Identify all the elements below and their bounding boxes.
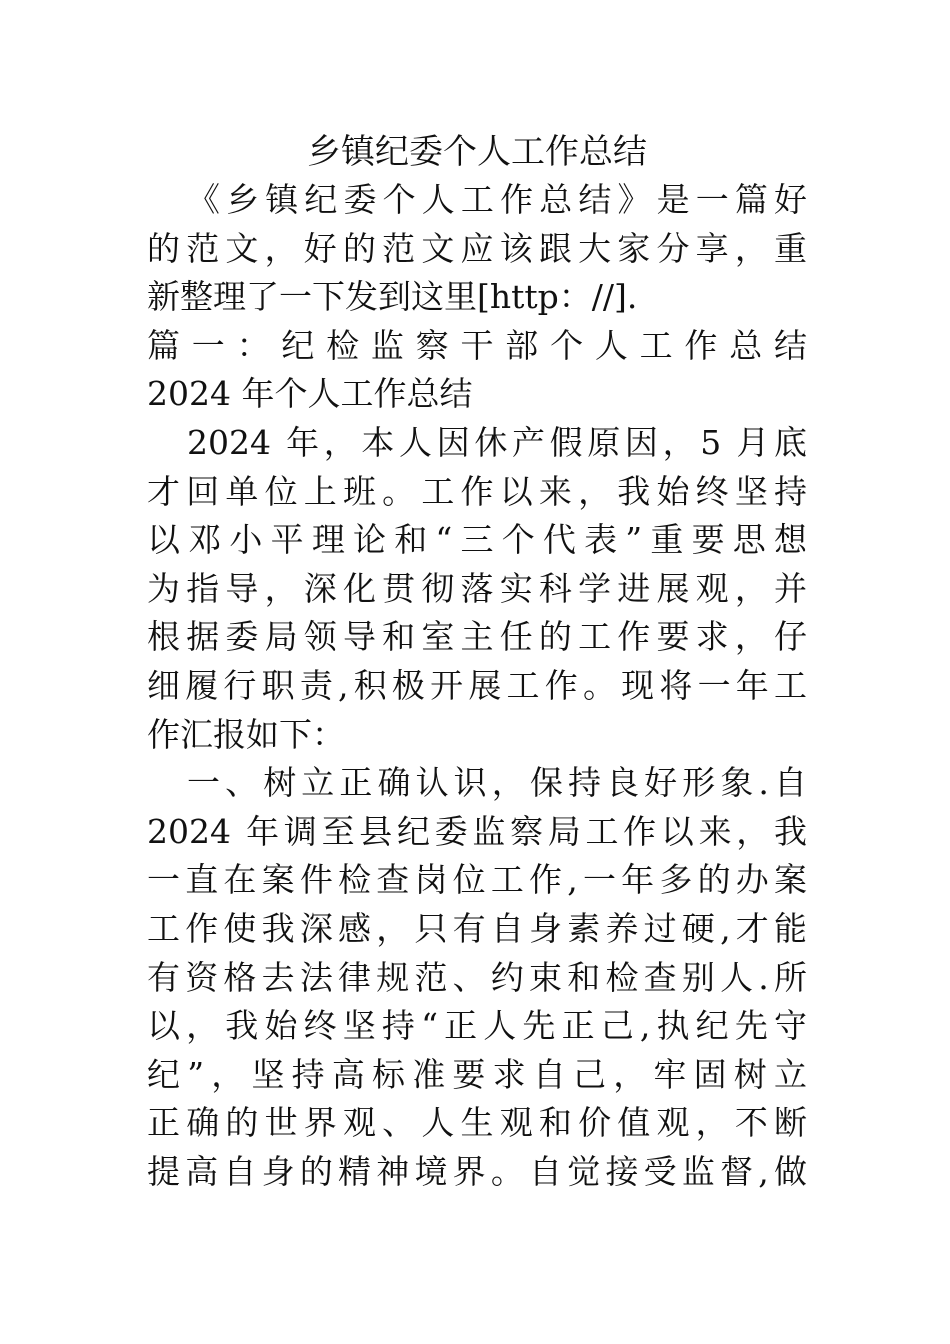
section-heading-line-1: 篇一：纪检监察干部个人工作总结 [147, 325, 807, 365]
intro-line-2: 的范文，好的范文应该跟大家分享，重 [147, 228, 807, 268]
intro-line-1: 《乡镇纪委个人工作总结》是一篇好 [187, 180, 807, 219]
paragraph-2-line-8: 正确的世界观、人生观和价值观，不断 [147, 1103, 807, 1143]
document-body [147, 128, 807, 1196]
section-heading-line-2: 2024 年个人工作总结 [147, 374, 473, 414]
paragraph-1-line-4: 为指导，深化贯彻落实科学进展观，并 [147, 568, 807, 608]
paragraph-2-line-3: 一直在案件检查岗位工作,一年多的办案 [147, 860, 807, 900]
paragraph-2-line-4: 工作使我深感，只有自身素养过硬,才能 [147, 908, 807, 948]
paragraph-2-line-1: 一、树立正确认识，保持良好形象.自 [187, 763, 807, 803]
paragraph-1-line-7: 作汇报如下： [147, 714, 345, 754]
paragraph-2-line-2: 2024 年调至县纪委监察局工作以来，我 [147, 811, 807, 851]
intro-line-3: 新整理了一下发到这里[http：//]. [147, 277, 638, 317]
paragraph-2-line-9: 提高自身的精神境界。自觉接受监督,做 [147, 1151, 807, 1191]
paragraph-1-line-2: 才回单位上班。工作以来，我始终坚持 [147, 471, 807, 511]
paragraph-2-line-5: 有资格去法律规范、约束和检查别人.所 [147, 957, 807, 997]
paragraph-1-line-1: 2024 年，本人因休产假原因，5 月底 [187, 422, 807, 462]
paragraph-1-line-3: 以邓小平理论和“三个代表”重要思想 [147, 520, 807, 560]
paragraph-2-line-7: 纪”，坚持高标准要求自己，牢固树立 [147, 1054, 807, 1094]
paragraph-1-line-5: 根据委局领导和室主任的工作要求，仔 [147, 617, 807, 657]
paragraph-2-line-6: 以，我始终坚持“正人先正己,执纪先守 [147, 1006, 807, 1046]
document-title: 乡镇纪委个人工作总结 [307, 132, 647, 172]
paragraph-1-line-6: 细履行职责,积极开展工作。现将一年工 [147, 665, 807, 705]
